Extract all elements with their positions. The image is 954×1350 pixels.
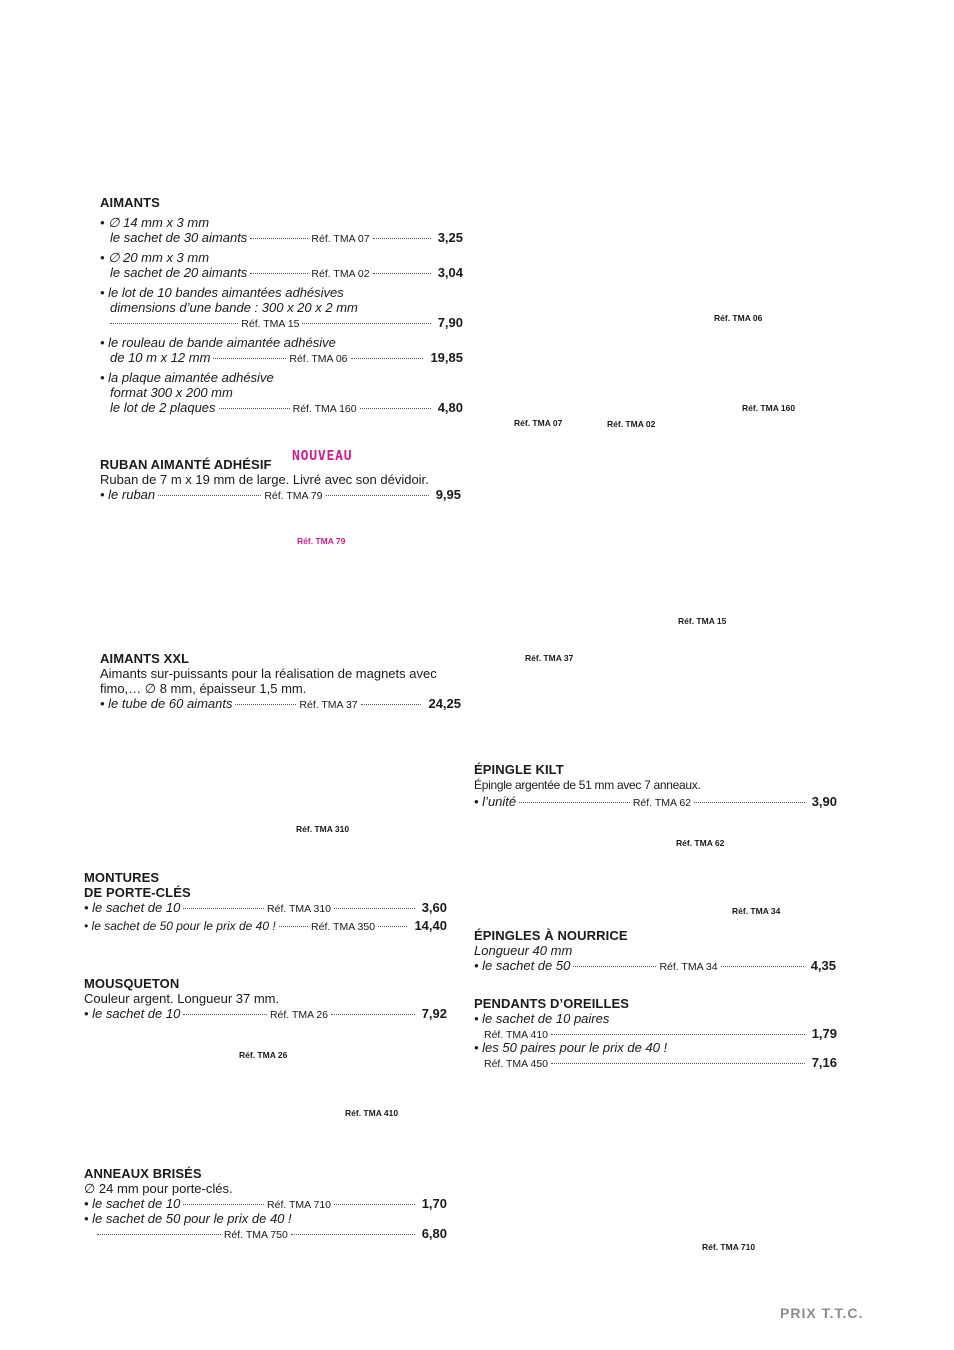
pendants-item2-row: [484, 1055, 837, 1070]
montures-item1-ref: Réf. TMA 310: [267, 903, 332, 915]
mousqueton-row: [84, 1006, 447, 1021]
xxl-row: [100, 696, 461, 711]
nourrice-description: Longueur 40 mm: [474, 943, 573, 958]
mousqueton-price: 7,92: [421, 1006, 448, 1021]
anneaux-item2-ref: Réf. TMA 750: [223, 1229, 288, 1241]
anneaux-item2-label: • le sachet de 50 pour le prix de 40 !: [84, 1211, 292, 1226]
aimants-item1-row: [110, 230, 463, 245]
leader-dots: [213, 357, 286, 359]
mousqueton-description: Couleur argent. Longueur 37 mm.: [84, 991, 280, 1006]
caption-tma26: Réf. TMA 26: [239, 1050, 288, 1060]
aimants-item5-label: le lot de 2 plaques: [110, 400, 216, 415]
anneaux-item1-price: 1,70: [421, 1196, 448, 1211]
caption-tma37: Réf. TMA 37: [525, 653, 574, 663]
nourrice-ref: Réf. TMA 34: [659, 961, 718, 973]
anneaux-description: ∅ 24 mm pour porte-clés.: [84, 1181, 233, 1196]
leader-dots: [326, 494, 429, 496]
aimants-item2-label: le sachet de 20 aimants: [110, 265, 248, 280]
aimants-item1-ref: Réf. TMA 07: [311, 233, 370, 245]
leader-dots: [331, 1013, 415, 1015]
montures-item2-ref: Réf. TMA 350: [311, 921, 376, 933]
caption-tma02: Réf. TMA 02: [607, 419, 656, 429]
leader-dots: [279, 925, 308, 927]
nouveau-badge: NOUVEAU: [292, 449, 353, 464]
leader-dots: [250, 272, 308, 274]
leader-dots: [551, 1062, 805, 1064]
leader-dots: [551, 1033, 805, 1035]
aimants-item1-price: 3,25: [437, 230, 464, 245]
kilt-description: Épingle argentée de 51 mm avec 7 anneaux.: [474, 778, 701, 792]
leader-dots: [373, 272, 431, 274]
caption-tma62: Réf. TMA 62: [676, 838, 725, 848]
xxl-ref: Réf. TMA 37: [299, 699, 358, 711]
ruban-row: [100, 487, 461, 502]
leader-dots: [519, 801, 630, 803]
montures-item2-row: [84, 918, 447, 933]
footer-prix-ttc: PRIX T.T.C.: [780, 1305, 864, 1321]
montures-item2-label: • le sachet de 50 pour le prix de 40 !: [84, 919, 276, 933]
nourrice-title: ÉPINGLES À NOURRICE: [474, 928, 628, 943]
aimants-item3-price: 7,90: [437, 315, 464, 330]
pendants-item2-ref: Réf. TMA 450: [484, 1058, 549, 1070]
leader-dots: [250, 237, 308, 239]
leader-dots: [183, 907, 264, 909]
montures-item1-row: [84, 900, 447, 915]
ruban-price: 9,95: [435, 487, 462, 502]
montures-item1-price: 3,60: [421, 900, 448, 915]
leader-dots: [573, 965, 656, 967]
anneaux-item1-row: [84, 1196, 447, 1211]
aimants-item3-row: [110, 315, 463, 330]
aimants-item4-line1: • le rouleau de bande aimantée adhésive: [100, 335, 336, 350]
montures-item2-price: 14,40: [414, 918, 447, 933]
anneaux-item2-row: [97, 1226, 447, 1241]
kilt-row: [474, 794, 837, 809]
leader-dots: [721, 965, 804, 967]
caption-tma710: Réf. TMA 710: [702, 1242, 756, 1252]
aimants-item1-line1: • ∅ 14 mm x 3 mm: [100, 215, 210, 230]
caption-tma07: Réf. TMA 07: [514, 418, 563, 428]
leader-dots: [361, 703, 422, 705]
aimants-item3-line1: • le lot de 10 bandes aimantées adhésives: [100, 285, 344, 300]
leader-dots: [351, 357, 424, 359]
anneaux-item1-label: • le sachet de 10: [84, 1196, 181, 1211]
leader-dots: [235, 703, 296, 705]
montures-title-line1: MONTURES: [84, 870, 160, 885]
kilt-item-label: • l’unité: [474, 794, 517, 809]
nourrice-row: [474, 958, 836, 973]
pendants-item1-label: • le sachet de 10 paires: [474, 1011, 610, 1026]
aimants-title: AIMANTS: [100, 195, 160, 210]
ruban-description: Ruban de 7 m x 19 mm de large. Livré avec son dévidoir.: [100, 472, 429, 487]
aimants-item5-price: 4,80: [437, 400, 464, 415]
caption-tma310: Réf. TMA 310: [296, 824, 350, 834]
pendants-item1-row: [484, 1026, 837, 1041]
leader-dots: [373, 237, 431, 239]
pendants-title: PENDANTS D’OREILLES: [474, 996, 630, 1011]
xxl-description-line2: fimo,… ∅ 8 mm, épaisseur 1,5 mm.: [100, 681, 307, 696]
nourrice-price: 4,35: [810, 958, 837, 973]
aimants-item3-ref: Réf. TMA 15: [241, 318, 300, 330]
aimants-item4-row: [110, 350, 463, 365]
xxl-item-label: • le tube de 60 aimants: [100, 696, 233, 711]
leader-dots: [378, 925, 407, 927]
ruban-title: RUBAN AIMANTÉ ADHÉSIF: [100, 457, 272, 472]
aimants-item2-row: [110, 265, 463, 280]
aimants-item5-row: [110, 400, 463, 415]
leader-dots: [291, 1233, 415, 1235]
kilt-ref: Réf. TMA 62: [632, 797, 691, 809]
anneaux-item1-ref: Réf. TMA 710: [267, 1199, 332, 1211]
leader-dots: [302, 322, 430, 324]
montures-item1-label: • le sachet de 10: [84, 900, 181, 915]
kilt-price: 3,90: [811, 794, 837, 809]
leader-dots: [334, 907, 415, 909]
aimants-item5-ref: Réf. TMA 160: [292, 403, 357, 415]
leader-dots: [158, 494, 261, 496]
leader-dots: [97, 1233, 221, 1235]
leader-dots: [219, 407, 290, 409]
xxl-description-line1: Aimants sur-puissants pour la réalisation de magnets avec: [100, 666, 437, 681]
caption-tma410: Réf. TMA 410: [345, 1108, 399, 1118]
aimants-item4-label: de 10 m x 12 mm: [110, 350, 211, 365]
caption-tma15: Réf. TMA 15: [678, 616, 727, 626]
leader-dots: [183, 1203, 264, 1205]
kilt-title: ÉPINGLE KILT: [474, 762, 564, 777]
aimants-item1-label: le sachet de 30 aimants: [110, 230, 248, 245]
nourrice-item-label: • le sachet de 50: [474, 958, 571, 973]
aimants-item5-line2: format 300 x 200 mm: [110, 385, 233, 400]
aimants-item3-line2: dimensions d’une bande : 300 x 20 x 2 mm: [110, 300, 358, 315]
mousqueton-item-label: • le sachet de 10: [84, 1006, 181, 1021]
mousqueton-title: MOUSQUETON: [84, 976, 180, 991]
pendants-item2-price: 7,16: [811, 1055, 837, 1070]
pendants-item2-label: • les 50 paires pour le prix de 40 !: [474, 1040, 668, 1055]
aimants-item2-price: 3,04: [437, 265, 464, 280]
ruban-ref: Réf. TMA 79: [264, 490, 323, 502]
pendants-item1-ref: Réf. TMA 410: [484, 1029, 549, 1041]
mousqueton-ref: Réf. TMA 26: [269, 1009, 329, 1021]
aimants-item5-line1: • la plaque aimantée adhésive: [100, 370, 274, 385]
pendants-item1-price: 1,79: [811, 1026, 837, 1041]
leader-dots: [110, 322, 238, 324]
aimants-item4-ref: Réf. TMA 06: [289, 353, 348, 365]
aimants-item2-line1: • ∅ 20 mm x 3 mm: [100, 250, 210, 265]
leader-dots: [334, 1203, 415, 1205]
leader-dots: [183, 1013, 267, 1015]
caption-tma79: Réf. TMA 79: [297, 536, 346, 546]
caption-tma34: Réf. TMA 34: [732, 906, 781, 916]
leader-dots: [360, 407, 431, 409]
leader-dots: [694, 801, 805, 803]
anneaux-item2-price: 6,80: [421, 1226, 448, 1241]
caption-tma06: Réf. TMA 06: [714, 313, 763, 323]
aimants-item2-ref: Réf. TMA 02: [311, 268, 370, 280]
montures-title-line2: DE PORTE-CLÉS: [84, 885, 191, 900]
xxl-price: 24,25: [428, 696, 462, 711]
xxl-title: AIMANTS XXL: [100, 651, 190, 666]
caption-tma160: Réf. TMA 160: [742, 403, 796, 413]
aimants-item4-price: 19,85: [430, 350, 463, 365]
anneaux-title: ANNEAUX BRISÉS: [84, 1166, 202, 1181]
ruban-item-label: • le ruban: [100, 487, 156, 502]
